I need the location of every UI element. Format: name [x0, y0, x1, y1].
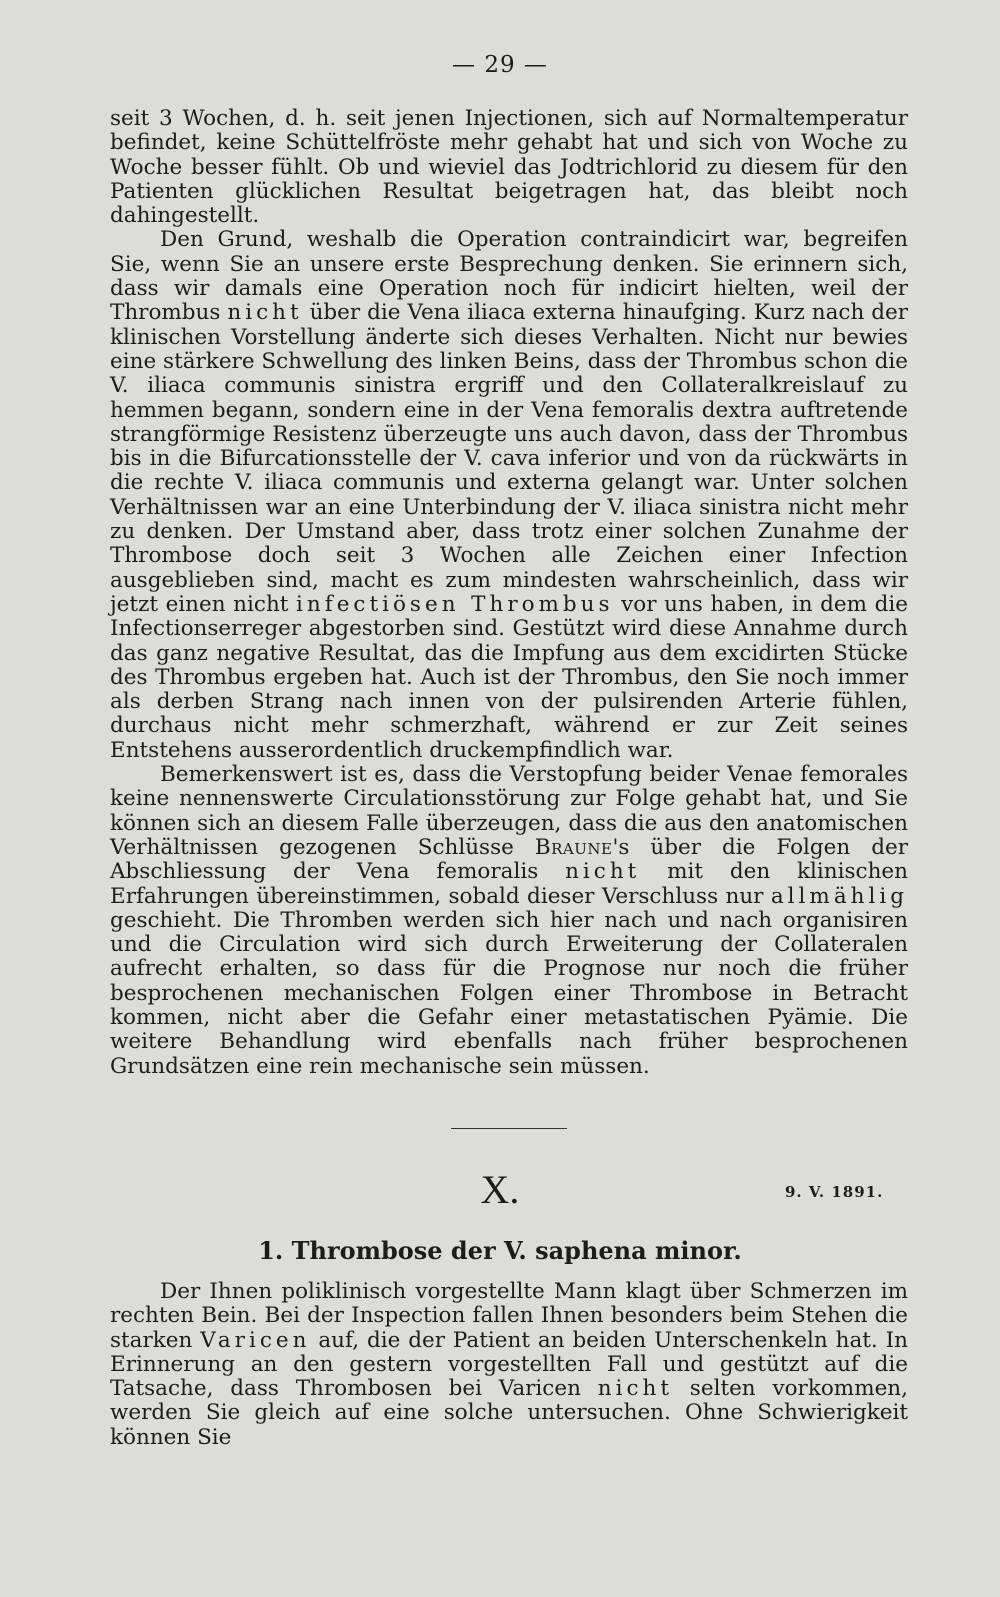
main-text-block [110, 107, 908, 1079]
paragraph: seit 3 Wochen, d. h. seit jenen Injectionen, sich auf Normaltemperatur befindet, keine Schüttelfröste mehr gehabt hat und sich von Woche zu Woche besser fühlt. Ob und wieviel das Jodtrichlorid zu diesem für den Patienten glücklichen Resultat beigetragen hat, das bleibt noch dahingestellt. [110, 106, 908, 229]
paragraph: Den Grund, weshalb die Operation contraindicirt war, begreifen Sie, wenn Sie an unsere erste Besprechung denken. Sie erinnern sich, dass wir damals eine Operation noch für indicirt hielten, weil der Thrombus nicht über die Vena iliaca externa hinaufging. Kurz nach der klinischen Vorstellung änderte sich dieses Verhalten. Nicht nur bewies eine stärkere Schwellung des linken Beins, dass der Thrombus schon die V. iliaca communis sinistra ergriff und den Collateralkreislauf zu hemmen begann, sondern eine in der Vena femoralis dextra auftretende strangförmige Resistenz überzeugte uns auch davon, dass der Thrombus bis in die Bifurcationsstelle der V. cava inferior und von da rückwärts in die rechte V. iliaca communis und externa gelangt war. Unter solchen Verhältnissen war an eine Unterbindung der V. iliaca sinistra nicht mehr zu denken. Der Umstand aber, dass trotz einer solchen Zunahme der Thrombose doch seit 3 Wochen alle Zeichen einer Infection ausgeblieben sind, macht es zum mindesten wahrscheinlich, dass wir jetzt einen nicht infectiösen Thrombus vor uns haben, in dem die Infectionserreger abgestorben sind. Gestützt wird diese Annahme durch das ganz negative Resultat, das die Impfung aus dem excidirten Stücke des Thrombus ergeben hat. Auch ist der Thrombus, den Sie noch immer als derben Strang nach innen von der pulsirenden Arterie fühlen, durchaus nicht mehr schmerzhaft, während er zur Zeit seines Entstehens ausserordentlich druckempfindlich war. [110, 227, 908, 763]
paragraph: Bemerkenswert ist es, dass die Verstopfung beider Venae femorales keine nennenswerte Circulationsstörung zur Folge gehabt hat, und Sie können sich an diesem Falle überzeugen, dass die aus den anatomischen Verhältnissen gezogenen Schlüsse Braune's über die Folgen der Abschliessung der Vena femoralis nicht mit den klinischen Erfahrungen übereinstimmen, sobald dieser Verschluss nur allmählig geschieht. Die Thromben werden sich hier nach und nach organisiren und die Circulation wird sich durch Erweiterung der Collateralen aufrecht erhalten, so dass für die Prognose nur noch die früher besprochenen mechanischen Folgen einer Thrombose in Betracht kommen, nicht aber die Gefahr einer metastatischen Pyämie. Die weitere Behandlung wird ebenfalls nach früher besprochenen Grundsätzen eine rein mechanische sein müssen. [110, 762, 908, 1079]
page-number: — 29 — [452, 52, 548, 78]
section-text-block [110, 1280, 908, 1450]
lecture-date: 9. V. 1891. [785, 1183, 884, 1201]
paragraph: Der Ihnen poliklinisch vorgestellte Mann klagt über Schmerzen im rechten Bein. Bei der Inspection fallen Ihnen besonders beim Stehen die starken Varicen auf, die der Patient an beiden Unterschenkeln hat. In Erinnerung an den gestern vorgestellten Fall und gestützt auf die Tatsache, dass Thrombosen bei Varicen nicht selten vorkommen, werden Sie gleich auf eine solche untersuchen. Ohne Schwierigkeit können Sie [110, 1279, 908, 1450]
section-divider [451, 1128, 567, 1129]
section-title: 1. Thrombose der V. saphena minor. [258, 1236, 742, 1265]
lecture-numeral: X. [480, 1167, 520, 1212]
